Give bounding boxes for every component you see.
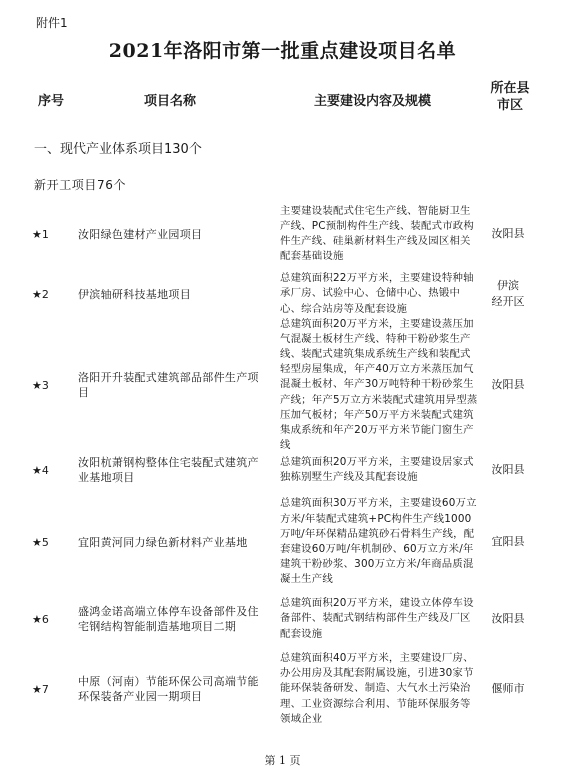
- project-row: [0, 270, 565, 318]
- project-row: [0, 317, 565, 452]
- project-location-line1: 汝阳县: [491, 378, 525, 391]
- section-heading: 一、现代产业体系项目130个: [34, 142, 202, 157]
- project-content: 总建筑面积40万平方米，主要建设厂房、办公用房及其配套附属设施，引进30家节能环保装备研发、制造、大气水土污染治理、工业资源综合利用、节能环保服务等领域企业: [280, 651, 474, 725]
- project-location-line1: 汝阳县: [491, 227, 525, 240]
- project-name: 盛鸿金诺高端立体停车设备部件及住宅钢结构智能制造基地项目二期: [78, 605, 259, 633]
- project-row: [0, 596, 565, 642]
- project-location-line1: 宜阳县: [491, 535, 525, 548]
- header-seq: 序号: [38, 94, 65, 109]
- project-row: [0, 203, 565, 265]
- project-name: 中原（河南）节能环保公司高端节能环保装备产业园一期项目: [78, 675, 259, 703]
- project-row: [0, 650, 565, 728]
- project-location-line1: 汝阳县: [491, 612, 525, 625]
- header-location-line1: 所在县: [490, 81, 530, 96]
- project-content: 总建筑面积20万平方米，主要建设居家式独栋别墅生产线及其配套设施: [280, 455, 474, 483]
- project-content: 总建筑面积22万平方米，主要建设特种轴承厂房、试验中心、仓储中心、热锻中心、综合站房等及配套设施: [280, 272, 474, 315]
- project-location: [482, 596, 534, 642]
- project-location: [482, 650, 534, 728]
- document-title: 2021年洛阳市第一批重点建设项目名单: [108, 40, 457, 62]
- header-project-name: 项目名称: [144, 94, 197, 109]
- header-location-line2: 市区: [496, 98, 523, 113]
- project-location: [482, 270, 534, 318]
- project-location-line1: 偃师市: [491, 682, 525, 695]
- project-name: 汝阳杭萧钢构整体住宅装配式建筑产业基地项目: [78, 456, 259, 484]
- project-seq: ★5: [32, 535, 49, 549]
- project-row: [0, 496, 565, 588]
- header-location: [484, 80, 536, 114]
- project-location: [482, 496, 534, 588]
- page-number: 第 1 页: [264, 754, 301, 767]
- project-seq: ★3: [32, 378, 49, 392]
- attachment-label: 附件1: [36, 16, 68, 30]
- project-name: 伊滨轴研科技基地项目: [78, 287, 191, 301]
- project-seq: ★4: [32, 463, 49, 477]
- project-location: [482, 322, 534, 448]
- project-content: 总建筑面积20万平方米，主要建设蒸压加气混凝土板材生产线、特种干粉砂浆生产线、装配式建筑集成系统生产线和装配式轻型房屋集成，年产40万立方米蒸压加气混凝土板材、年产30万吨特种干粉砂浆生产线；年产5万立方米装配式建筑用异型蒸压加气板材；年产50万平方米装配式建筑集成系统和年产20万平方米节能门窗生产线: [280, 317, 478, 452]
- project-name: 洛阳开升装配式建筑部品部件生产项目: [78, 371, 259, 399]
- project-location: [482, 454, 534, 486]
- project-seq: ★6: [32, 612, 49, 626]
- project-content: 主要建设装配式住宅生产线、智能厨卫生产线、PC预制构件生产线、装配式市政构件生产线、硅巢新材料生产线及园区相关配套基础设施: [280, 204, 474, 263]
- project-location: [482, 203, 534, 265]
- project-location-line1: 汝阳县: [491, 463, 525, 476]
- project-content: 总建筑面积30万平方米，主要建设60万立方米/年装配式建筑+PC构件生产线1000万吨/年环保精品建筑砂石骨料生产线，配套建设60万吨/年机制砂、60万立方米/年建筑干粉砂浆、300万立方米/年商品质混凝土生产线: [280, 497, 477, 586]
- project-name: 汝阳绿色建材产业园项目: [78, 227, 203, 241]
- project-location-line2: 经开区: [491, 295, 525, 308]
- project-row: [0, 454, 565, 486]
- project-seq: ★1: [32, 227, 49, 241]
- subsection-heading: 新开工项目76个: [34, 178, 127, 192]
- project-seq: ★2: [32, 287, 49, 301]
- project-location-line1: 伊滨: [497, 279, 519, 292]
- header-content: 主要建设内容及规模: [314, 94, 432, 109]
- project-seq: ★7: [32, 682, 49, 696]
- project-name: 宜阳黄河同力绿色新材料产业基地: [78, 535, 248, 549]
- project-content: 总建筑面积20万平方米，建设立体停车设备部件、装配式钢结构部件生产线及厂区配套设施: [280, 597, 474, 640]
